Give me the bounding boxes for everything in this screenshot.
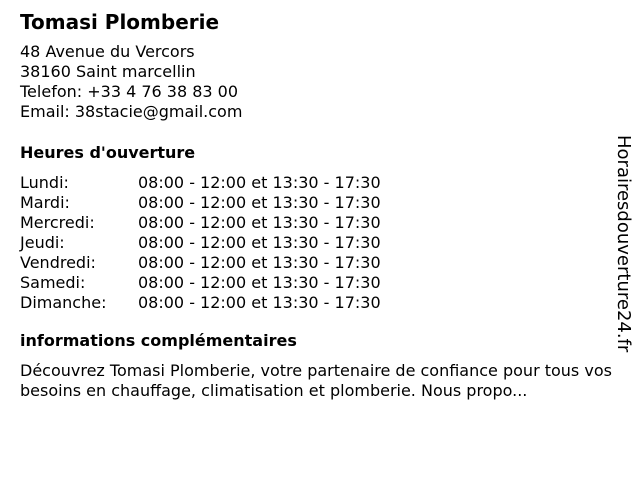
phone-number: Telefon: +33 4 76 38 83 00	[20, 82, 239, 101]
time-range: 08:00 - 12:00 et 13:30 - 17:30	[138, 273, 381, 292]
hours-row-saturday	[20, 273, 620, 293]
day-label: Mercredi:	[20, 213, 95, 232]
email-address: Email: 38stacie@gmail.com	[20, 102, 243, 121]
opening-hours-heading: Heures d'ouverture	[20, 143, 196, 162]
address-street: 48 Avenue du Vercors	[20, 42, 195, 61]
day-label: Lundi:	[20, 173, 69, 192]
opening-hours-table	[20, 173, 620, 313]
additional-info-text: Découvrez Tomasi Plomberie, votre partenaire de confiance pour tous vos besoins en chauffage, climatisation et plomberie. Nous propo...	[20, 361, 612, 400]
business-card	[20, 8, 620, 401]
address-city: 38160 Saint marcellin	[20, 62, 196, 81]
additional-info-heading: informations complémentaires	[20, 331, 297, 350]
time-range: 08:00 - 12:00 et 13:30 - 17:30	[138, 233, 381, 252]
time-range: 08:00 - 12:00 et 13:30 - 17:30	[138, 253, 381, 272]
hours-row-friday	[20, 253, 620, 273]
hours-row-wednesday	[20, 213, 620, 233]
time-range: 08:00 - 12:00 et 13:30 - 17:30	[138, 173, 381, 192]
time-range: 08:00 - 12:00 et 13:30 - 17:30	[138, 193, 381, 212]
time-range: 08:00 - 12:00 et 13:30 - 17:30	[138, 213, 381, 232]
day-label: Vendredi:	[20, 253, 96, 272]
site-watermark: Horairesdouverture24.fr	[613, 135, 634, 353]
hours-row-thursday	[20, 233, 620, 253]
time-range: 08:00 - 12:00 et 13:30 - 17:30	[138, 293, 381, 312]
day-label: Mardi:	[20, 193, 70, 212]
contact-block	[20, 42, 620, 122]
day-label: Jeudi:	[20, 233, 65, 252]
hours-row-monday	[20, 173, 620, 193]
day-label: Dimanche:	[20, 293, 107, 312]
hours-row-tuesday	[20, 193, 620, 213]
business-name: Tomasi Plomberie	[20, 10, 220, 34]
hours-row-sunday	[20, 293, 620, 313]
day-label: Samedi:	[20, 273, 86, 292]
